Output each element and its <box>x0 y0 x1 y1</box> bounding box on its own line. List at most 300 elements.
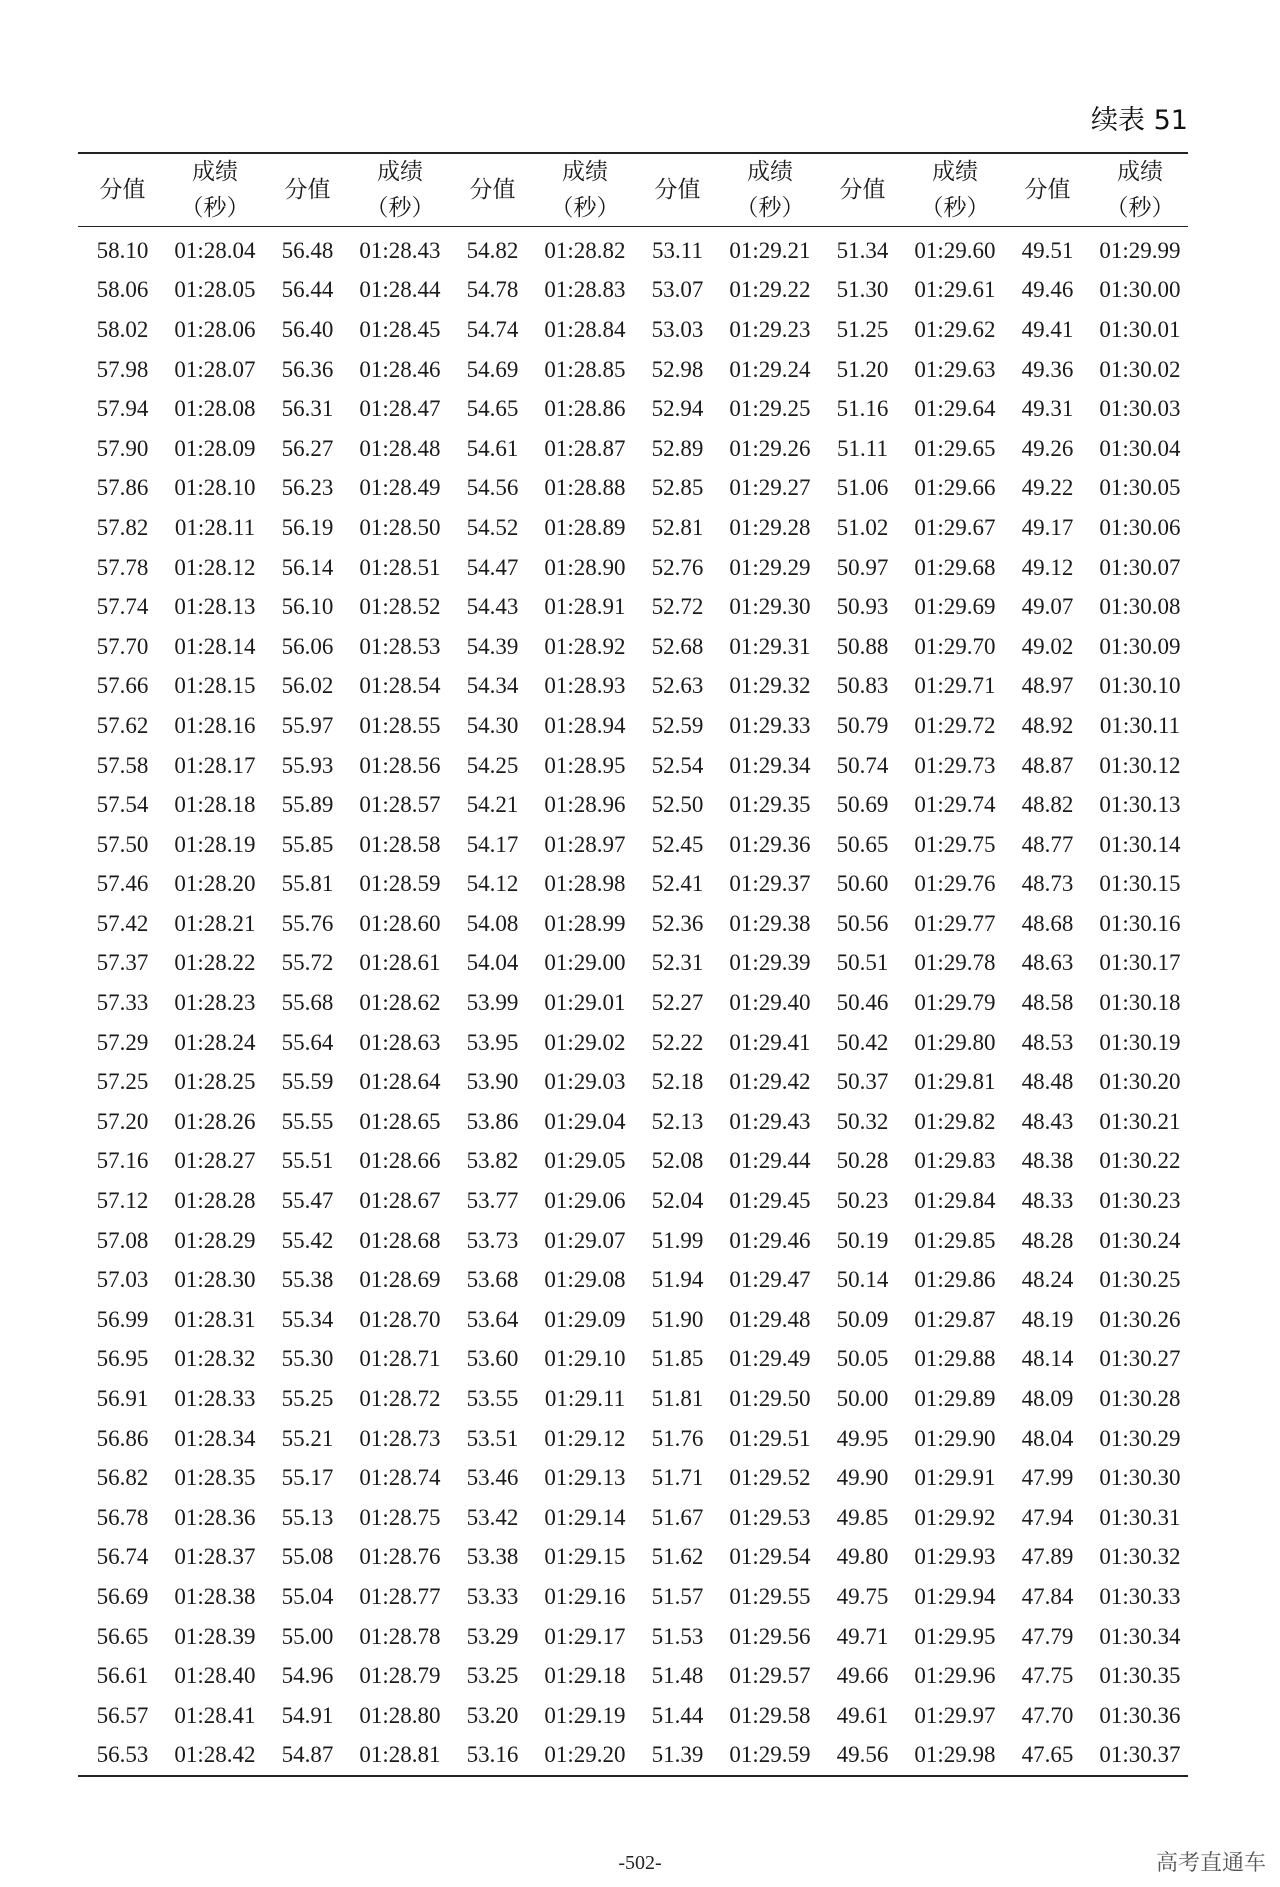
time-cell: 01:28.90 <box>544 554 626 580</box>
score-cell: 57.25 <box>96 1069 149 1095</box>
score-cell: 53.03 <box>651 316 704 342</box>
table-row <box>78 1340 1188 1380</box>
time-cell: 01:30.04 <box>1099 435 1181 461</box>
score-cell: 50.74 <box>836 752 889 778</box>
time-cell: 01:28.44 <box>359 277 441 303</box>
score-cell: 50.09 <box>836 1306 889 1332</box>
score-cell: 50.69 <box>836 792 889 818</box>
score-cell: 56.10 <box>281 594 334 620</box>
time-cell: 01:30.14 <box>1099 831 1181 857</box>
header-time-label: 成绩 <box>1117 159 1163 185</box>
score-cell: 56.95 <box>96 1346 149 1372</box>
score-cell: 57.98 <box>96 356 149 382</box>
score-cell: 56.27 <box>281 435 334 461</box>
time-cell: 01:30.17 <box>1099 950 1181 976</box>
time-cell: 01:29.97 <box>914 1702 996 1728</box>
score-cell: 55.55 <box>281 1108 334 1134</box>
time-cell: 01:29.27 <box>729 475 811 501</box>
score-cell: 50.05 <box>836 1346 889 1372</box>
header-time <box>537 153 633 227</box>
time-cell: 01:30.24 <box>1099 1227 1181 1253</box>
score-cell: 54.30 <box>466 712 519 738</box>
time-cell: 01:30.02 <box>1099 356 1181 382</box>
time-cell: 01:30.10 <box>1099 673 1181 699</box>
time-cell: 01:28.06 <box>174 316 256 342</box>
table-row <box>78 627 1188 667</box>
score-cell: 52.45 <box>651 831 704 857</box>
time-cell: 01:30.18 <box>1099 990 1181 1016</box>
score-cell: 53.99 <box>466 990 519 1016</box>
time-cell: 01:28.11 <box>174 514 256 540</box>
score-cell: 48.77 <box>1021 831 1074 857</box>
score-cell: 51.34 <box>836 237 889 263</box>
score-cell: 51.57 <box>651 1583 704 1609</box>
score-cell: 50.88 <box>836 633 889 659</box>
time-cell: 01:29.70 <box>914 633 996 659</box>
time-cell: 01:29.51 <box>729 1425 811 1451</box>
time-cell: 01:29.85 <box>914 1227 996 1253</box>
time-cell: 01:29.50 <box>729 1386 811 1412</box>
time-cell: 01:30.15 <box>1099 871 1181 897</box>
score-cell: 49.31 <box>1021 396 1074 422</box>
time-cell: 01:28.84 <box>544 316 626 342</box>
header-time <box>352 153 448 227</box>
time-cell: 01:30.23 <box>1099 1188 1181 1214</box>
table-row <box>78 904 1188 944</box>
time-cell: 01:29.63 <box>914 356 996 382</box>
score-cell: 53.42 <box>466 1504 519 1530</box>
score-cell: 50.23 <box>836 1188 889 1214</box>
table-row <box>78 667 1188 707</box>
time-cell: 01:29.24 <box>729 356 811 382</box>
score-cell: 57.86 <box>96 475 149 501</box>
time-cell: 01:28.77 <box>359 1583 441 1609</box>
time-cell: 01:28.74 <box>359 1465 441 1491</box>
score-cell: 48.28 <box>1021 1227 1074 1253</box>
time-cell: 01:28.46 <box>359 356 441 382</box>
score-cell: 57.66 <box>96 673 149 699</box>
time-cell: 01:28.81 <box>359 1742 441 1768</box>
score-cell: 53.20 <box>466 1702 519 1728</box>
time-cell: 01:29.05 <box>544 1148 626 1174</box>
header-time-unit: （秒） <box>735 195 805 221</box>
time-cell: 01:29.04 <box>544 1108 626 1134</box>
score-cell: 56.40 <box>281 316 334 342</box>
time-cell: 01:29.40 <box>729 990 811 1016</box>
score-cell: 55.34 <box>281 1306 334 1332</box>
score-cell: 55.00 <box>281 1623 334 1649</box>
score-cell: 50.65 <box>836 831 889 857</box>
time-cell: 01:30.11 <box>1099 712 1181 738</box>
score-table <box>78 152 1188 1777</box>
time-cell: 01:28.27 <box>174 1148 256 1174</box>
score-cell: 48.19 <box>1021 1306 1074 1332</box>
score-cell: 57.46 <box>96 871 149 897</box>
score-cell: 51.16 <box>836 396 889 422</box>
score-cell: 56.99 <box>96 1306 149 1332</box>
score-cell: 53.16 <box>466 1742 519 1768</box>
time-cell: 01:28.93 <box>544 673 626 699</box>
time-cell: 01:29.14 <box>544 1504 626 1530</box>
score-cell: 51.90 <box>651 1306 704 1332</box>
time-cell: 01:28.85 <box>544 356 626 382</box>
time-cell: 01:29.93 <box>914 1544 996 1570</box>
score-cell: 50.93 <box>836 594 889 620</box>
score-cell: 53.77 <box>466 1188 519 1214</box>
score-cell: 51.53 <box>651 1623 704 1649</box>
score-cell: 49.41 <box>1021 316 1074 342</box>
time-cell: 01:29.75 <box>914 831 996 857</box>
time-cell: 01:28.63 <box>359 1029 441 1055</box>
score-cell: 51.62 <box>651 1544 704 1570</box>
score-cell: 54.12 <box>466 871 519 897</box>
score-cell: 56.78 <box>96 1504 149 1530</box>
table-row <box>78 1577 1188 1617</box>
score-cell: 56.06 <box>281 633 334 659</box>
time-cell: 01:28.95 <box>544 752 626 778</box>
time-cell: 01:29.23 <box>729 316 811 342</box>
time-cell: 01:28.91 <box>544 594 626 620</box>
time-cell: 01:29.95 <box>914 1623 996 1649</box>
score-cell: 50.28 <box>836 1148 889 1174</box>
time-cell: 01:29.09 <box>544 1306 626 1332</box>
score-cell: 53.68 <box>466 1267 519 1293</box>
score-cell: 48.58 <box>1021 990 1074 1016</box>
score-cell: 56.36 <box>281 356 334 382</box>
score-cell: 48.53 <box>1021 1029 1074 1055</box>
time-cell: 01:30.20 <box>1099 1069 1181 1095</box>
score-cell: 52.63 <box>651 673 704 699</box>
table-row <box>78 1102 1188 1142</box>
time-cell: 01:29.79 <box>914 990 996 1016</box>
score-cell: 51.71 <box>651 1465 704 1491</box>
score-cell: 52.27 <box>651 990 704 1016</box>
time-cell: 01:28.37 <box>174 1544 256 1570</box>
time-cell: 01:29.06 <box>544 1188 626 1214</box>
time-cell: 01:28.97 <box>544 831 626 857</box>
time-cell: 01:28.36 <box>174 1504 256 1530</box>
header-score: 分值 <box>99 177 146 203</box>
time-cell: 01:30.28 <box>1099 1386 1181 1412</box>
table-row <box>78 1023 1188 1063</box>
time-cell: 01:28.98 <box>544 871 626 897</box>
time-cell: 01:29.60 <box>914 237 996 263</box>
score-cell: 56.02 <box>281 673 334 699</box>
table-row <box>78 1181 1188 1221</box>
time-cell: 01:29.34 <box>729 752 811 778</box>
time-cell: 01:29.57 <box>729 1663 811 1689</box>
time-cell: 01:28.23 <box>174 990 256 1016</box>
table-row <box>78 1736 1188 1777</box>
time-cell: 01:28.30 <box>174 1267 256 1293</box>
score-cell: 57.29 <box>96 1029 149 1055</box>
table-row <box>78 389 1188 429</box>
score-cell: 49.36 <box>1021 356 1074 382</box>
time-cell: 01:30.32 <box>1099 1544 1181 1570</box>
header-time-unit: （秒） <box>920 195 990 221</box>
score-cell: 54.25 <box>466 752 519 778</box>
header-time <box>1092 153 1188 227</box>
time-cell: 01:30.35 <box>1099 1663 1181 1689</box>
time-cell: 01:30.37 <box>1099 1742 1181 1768</box>
time-cell: 01:30.19 <box>1099 1029 1181 1055</box>
time-cell: 01:29.47 <box>729 1267 811 1293</box>
score-cell: 55.42 <box>281 1227 334 1253</box>
score-cell: 51.76 <box>651 1425 704 1451</box>
time-cell: 01:28.76 <box>359 1544 441 1570</box>
score-cell: 57.74 <box>96 594 149 620</box>
score-cell: 50.79 <box>836 712 889 738</box>
time-cell: 01:29.30 <box>729 594 811 620</box>
score-cell: 57.12 <box>96 1188 149 1214</box>
score-cell: 47.65 <box>1021 1742 1074 1768</box>
score-cell: 54.69 <box>466 356 519 382</box>
score-cell: 49.85 <box>836 1504 889 1530</box>
time-cell: 01:29.94 <box>914 1583 996 1609</box>
score-cell: 55.76 <box>281 910 334 936</box>
time-cell: 01:29.02 <box>544 1029 626 1055</box>
score-cell: 50.19 <box>836 1227 889 1253</box>
time-cell: 01:29.56 <box>729 1623 811 1649</box>
time-cell: 01:29.10 <box>544 1346 626 1372</box>
score-cell: 52.68 <box>651 633 704 659</box>
time-cell: 01:29.87 <box>914 1306 996 1332</box>
time-cell: 01:29.20 <box>544 1742 626 1768</box>
time-cell: 01:29.65 <box>914 435 996 461</box>
time-cell: 01:28.10 <box>174 475 256 501</box>
score-cell: 50.37 <box>836 1069 889 1095</box>
score-cell: 51.11 <box>837 435 888 461</box>
score-cell: 51.02 <box>836 514 889 540</box>
score-cell: 49.95 <box>836 1425 889 1451</box>
score-cell: 53.73 <box>466 1227 519 1253</box>
score-cell: 49.17 <box>1021 514 1074 540</box>
time-cell: 01:28.05 <box>174 277 256 303</box>
time-cell: 01:29.98 <box>914 1742 996 1768</box>
score-cell: 50.00 <box>836 1386 889 1412</box>
score-cell: 52.59 <box>651 712 704 738</box>
table-row <box>78 508 1188 548</box>
score-cell: 52.50 <box>651 792 704 818</box>
time-cell: 01:28.65 <box>359 1108 441 1134</box>
time-cell: 01:29.11 <box>544 1386 626 1412</box>
score-cell: 53.46 <box>466 1465 519 1491</box>
time-cell: 01:29.25 <box>729 396 811 422</box>
score-cell: 50.42 <box>836 1029 889 1055</box>
time-cell: 01:29.44 <box>729 1148 811 1174</box>
score-cell: 57.90 <box>96 435 149 461</box>
score-cell: 57.42 <box>96 910 149 936</box>
time-cell: 01:28.61 <box>359 950 441 976</box>
time-cell: 01:29.15 <box>544 1544 626 1570</box>
score-cell: 50.46 <box>836 990 889 1016</box>
score-cell: 47.70 <box>1021 1702 1074 1728</box>
time-cell: 01:30.16 <box>1099 910 1181 936</box>
time-cell: 01:29.33 <box>729 712 811 738</box>
score-cell: 49.12 <box>1021 554 1074 580</box>
score-cell: 57.08 <box>96 1227 149 1253</box>
score-cell: 56.19 <box>281 514 334 540</box>
score-cell: 52.81 <box>651 514 704 540</box>
score-cell: 54.04 <box>466 950 519 976</box>
time-cell: 01:28.24 <box>174 1029 256 1055</box>
score-cell: 49.80 <box>836 1544 889 1570</box>
header-time-label: 成绩 <box>747 159 793 185</box>
time-cell: 01:30.27 <box>1099 1346 1181 1372</box>
score-cell: 52.36 <box>651 910 704 936</box>
score-cell: 50.83 <box>836 673 889 699</box>
score-cell: 58.10 <box>96 237 149 263</box>
score-cell: 54.91 <box>281 1702 334 1728</box>
header-time-label: 成绩 <box>932 159 978 185</box>
score-cell: 48.82 <box>1021 792 1074 818</box>
time-cell: 01:28.08 <box>174 396 256 422</box>
time-cell: 01:28.33 <box>174 1386 256 1412</box>
score-cell: 49.56 <box>836 1742 889 1768</box>
time-cell: 01:30.29 <box>1099 1425 1181 1451</box>
score-cell: 53.64 <box>466 1306 519 1332</box>
table-header <box>78 153 1188 227</box>
time-cell: 01:29.66 <box>914 475 996 501</box>
time-cell: 01:28.07 <box>174 356 256 382</box>
table-row <box>78 548 1188 588</box>
time-cell: 01:29.72 <box>914 712 996 738</box>
score-cell: 48.38 <box>1021 1148 1074 1174</box>
header-score: 分值 <box>469 177 516 203</box>
score-cell: 51.48 <box>651 1663 704 1689</box>
time-cell: 01:28.56 <box>359 752 441 778</box>
time-cell: 01:29.62 <box>914 316 996 342</box>
score-cell: 55.68 <box>281 990 334 1016</box>
time-cell: 01:29.29 <box>729 554 811 580</box>
time-cell: 01:29.12 <box>544 1425 626 1451</box>
time-cell: 01:28.70 <box>359 1306 441 1332</box>
score-cell: 52.85 <box>651 475 704 501</box>
score-cell: 50.32 <box>836 1108 889 1134</box>
time-cell: 01:28.64 <box>359 1069 441 1095</box>
time-cell: 01:28.52 <box>359 594 441 620</box>
time-cell: 01:29.89 <box>914 1386 996 1412</box>
time-cell: 01:28.80 <box>359 1702 441 1728</box>
score-cell: 56.74 <box>96 1544 149 1570</box>
time-cell: 01:28.47 <box>359 396 441 422</box>
header-time-label: 成绩 <box>192 159 238 185</box>
header-time <box>907 153 1003 227</box>
time-cell: 01:29.43 <box>729 1108 811 1134</box>
score-cell: 48.24 <box>1021 1267 1074 1293</box>
score-cell: 56.69 <box>96 1583 149 1609</box>
score-cell: 54.56 <box>466 475 519 501</box>
time-cell: 01:30.34 <box>1099 1623 1181 1649</box>
time-cell: 01:29.81 <box>914 1069 996 1095</box>
score-cell: 54.34 <box>466 673 519 699</box>
score-cell: 48.92 <box>1021 712 1074 738</box>
score-cell: 56.23 <box>281 475 334 501</box>
score-cell: 58.02 <box>96 316 149 342</box>
time-cell: 01:28.15 <box>174 673 256 699</box>
time-cell: 01:28.12 <box>174 554 256 580</box>
time-cell: 01:29.84 <box>914 1188 996 1214</box>
table-row <box>78 1142 1188 1182</box>
time-cell: 01:28.75 <box>359 1504 441 1530</box>
time-cell: 01:29.39 <box>729 950 811 976</box>
time-cell: 01:28.59 <box>359 871 441 897</box>
time-cell: 01:28.73 <box>359 1425 441 1451</box>
score-cell: 52.13 <box>651 1108 704 1134</box>
score-cell: 54.87 <box>281 1742 334 1768</box>
time-cell: 01:28.43 <box>359 237 441 263</box>
score-cell: 57.62 <box>96 712 149 738</box>
score-cell: 47.84 <box>1021 1583 1074 1609</box>
score-cell: 49.07 <box>1021 594 1074 620</box>
score-cell: 57.16 <box>96 1148 149 1174</box>
time-cell: 01:29.46 <box>729 1227 811 1253</box>
score-cell: 57.82 <box>96 514 149 540</box>
time-cell: 01:30.30 <box>1099 1465 1181 1491</box>
score-cell: 52.31 <box>651 950 704 976</box>
score-cell: 49.66 <box>836 1663 889 1689</box>
score-cell: 53.55 <box>466 1386 519 1412</box>
time-cell: 01:29.58 <box>729 1702 811 1728</box>
time-cell: 01:28.53 <box>359 633 441 659</box>
time-cell: 01:28.25 <box>174 1069 256 1095</box>
time-cell: 01:28.13 <box>174 594 256 620</box>
time-cell: 01:28.28 <box>174 1188 256 1214</box>
time-cell: 01:28.96 <box>544 792 626 818</box>
score-cell: 54.74 <box>466 316 519 342</box>
time-cell: 01:29.67 <box>914 514 996 540</box>
score-cell: 48.43 <box>1021 1108 1074 1134</box>
time-cell: 01:29.48 <box>729 1306 811 1332</box>
score-cell: 52.18 <box>651 1069 704 1095</box>
time-cell: 01:29.38 <box>729 910 811 936</box>
time-cell: 01:29.53 <box>729 1504 811 1530</box>
time-cell: 01:29.55 <box>729 1583 811 1609</box>
score-cell: 51.20 <box>836 356 889 382</box>
header-time-unit: （秒） <box>180 195 250 221</box>
table-row <box>78 469 1188 509</box>
score-cell: 55.85 <box>281 831 334 857</box>
score-cell: 55.81 <box>281 871 334 897</box>
table-row <box>78 1498 1188 1538</box>
header-time-label: 成绩 <box>377 159 423 185</box>
time-cell: 01:29.13 <box>544 1465 626 1491</box>
score-cell: 48.63 <box>1021 950 1074 976</box>
score-cell: 57.94 <box>96 396 149 422</box>
time-cell: 01:29.86 <box>914 1267 996 1293</box>
score-cell: 54.43 <box>466 594 519 620</box>
score-cell: 51.67 <box>651 1504 704 1530</box>
time-cell: 01:28.87 <box>544 435 626 461</box>
header-score: 分值 <box>1024 177 1071 203</box>
time-cell: 01:28.79 <box>359 1663 441 1689</box>
score-cell: 58.06 <box>96 277 149 303</box>
time-cell: 01:28.18 <box>174 792 256 818</box>
score-cell: 55.47 <box>281 1188 334 1214</box>
time-cell: 01:29.68 <box>914 554 996 580</box>
time-cell: 01:29.73 <box>914 752 996 778</box>
score-cell: 50.60 <box>836 871 889 897</box>
score-cell: 55.21 <box>281 1425 334 1451</box>
score-cell: 55.30 <box>281 1346 334 1372</box>
table-row <box>78 825 1188 865</box>
score-cell: 57.20 <box>96 1108 149 1134</box>
time-cell: 01:29.01 <box>544 990 626 1016</box>
score-cell: 48.97 <box>1021 673 1074 699</box>
time-cell: 01:28.26 <box>174 1108 256 1134</box>
header-score: 分值 <box>654 177 701 203</box>
score-cell: 53.95 <box>466 1029 519 1055</box>
